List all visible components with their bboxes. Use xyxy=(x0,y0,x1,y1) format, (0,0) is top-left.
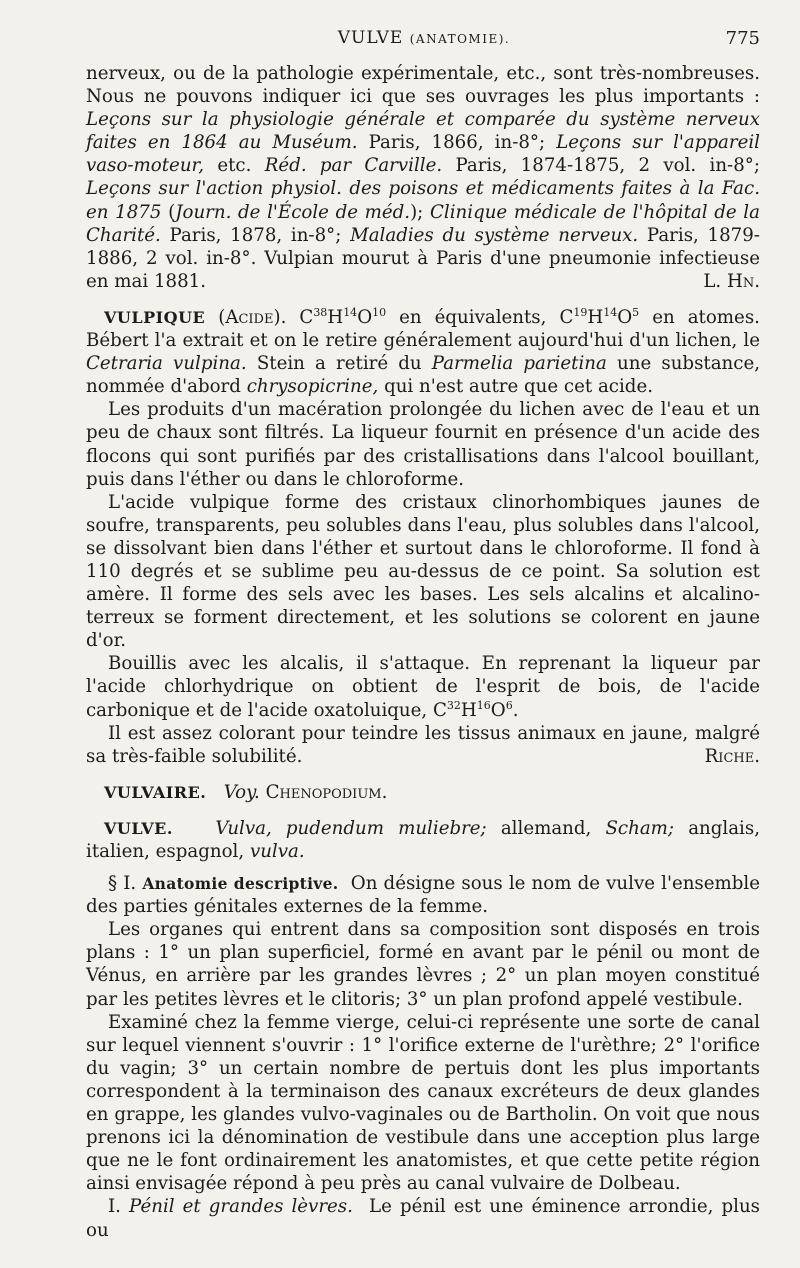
latin-term: Vulva, pudendum muliebre; xyxy=(215,817,487,839)
text-run: allemand, xyxy=(500,817,592,839)
species-name: Cetraria vulpina. xyxy=(86,353,247,375)
text-run: Il est assez colorant pour teindre les tissus animaux en jaune, malgré sa très-faible solubilité. xyxy=(86,722,760,767)
text-run: Voy. xyxy=(223,781,260,803)
section-title: Anatomie descriptive. xyxy=(142,874,339,894)
body-text xyxy=(86,62,760,1242)
text-run: ( xyxy=(168,201,176,223)
term: vulva. xyxy=(249,841,305,862)
page-header xyxy=(88,28,760,58)
formula-equiv: $C^{38}H^{14}O^{10}$ xyxy=(299,305,387,328)
vulpique-entry xyxy=(86,306,760,398)
work-title: Maladies du système nerveux. xyxy=(350,224,639,246)
text-run: qui n'est autre que cet acide. xyxy=(384,376,653,398)
subsection-number: I. xyxy=(108,1196,121,1218)
section-paragraph xyxy=(86,872,760,918)
running-title-main: VULVE xyxy=(337,28,404,48)
author-signature: L. Hn. xyxy=(703,270,760,292)
text-run: en équivalents, xyxy=(399,306,547,328)
paragraph xyxy=(86,722,760,768)
text-run: etc. xyxy=(217,155,252,177)
work-title: Leçons sur l'appareil vaso-moteur, xyxy=(86,132,760,177)
subsection-title: Pénil et grandes lèvres. xyxy=(129,1196,353,1218)
vulvaire-entry xyxy=(86,781,760,804)
vulve-entry xyxy=(86,817,760,863)
text-run: Le pénil est une éminence arrondie, plus ou xyxy=(86,1196,760,1241)
text-run: une substance, nommée d'abord xyxy=(86,353,761,398)
text-run: nerveux, ou de la pathologie expérimentale, etc., sont très-nombreuses. Nous ne pouvons indiquer ici que ses ouvrages les plus importants : xyxy=(86,63,760,108)
text-run: ); xyxy=(410,201,424,223)
paragraph: Les organes qui entrent dans sa composition sont disposés en trois plans : 1° un plan superficiel, formé en avant par le pénil ou mont de Vénus, en arrière par les grandes lèvres ; 2° un plan moyen constitué par les petites lèvres et le clitoris; 3° un plan profond appelé vestibule. xyxy=(86,919,760,1010)
cross-reference: Chenopodium. xyxy=(265,781,388,803)
page-number: 775 xyxy=(725,28,760,49)
text-run: anglais, italien, espagnol, xyxy=(86,817,760,862)
paragraph: L'acide vulpique forme des cristaux clinorhombiques jaunes de soufre, transparents, peu solubles dans l'eau, plus solubles dans l'alcool, se dissolvant bien dans l'éther et surtout dans le chloroforme. Il fond à 110 degrés et se sublime peu au-dessus de ce point. Sa solution est amère. Il forme des sels avec les bases. Les sels alcalins et alcalino-terreux se forment directement, et les solutions se colorent en jaune d'or. xyxy=(86,491,760,652)
paragraph: Les produits d'un macération prolongée du lichen avec de l'eau et un peu de chaux sont filtrés. La liqueur fournit en présence d'un acide des flocons qui sont purifiés par des cristallisations dans l'alcool bouillant, puis dans l'éther ou dans le chloroforme. xyxy=(86,399,760,490)
entry-heading: VULPIQUE xyxy=(104,307,206,327)
paragraph xyxy=(86,1195,760,1241)
species-name: Parmelia parietina xyxy=(431,353,607,375)
formula-oxatoluique: $C^{32}H^{16}O^6$. xyxy=(433,698,519,721)
text-run: Paris, 1878, in-8°; xyxy=(169,224,342,246)
text-run: Paris, 1874-1875, 2 vol. in-8°; xyxy=(455,155,760,177)
text-run: On désigne sous le nom de vulve l'ensemble des parties génitales externes de la femme. xyxy=(86,873,760,918)
work-title: Leçons sur l'action physiol. des poisons et médicaments faites à la Fac. en 1875 xyxy=(86,178,760,223)
text-run: Stein a retiré du xyxy=(256,353,422,375)
text-run: Paris, 1879-1886, 2 vol. in-8°. Vulpian mourut à Paris d'une pneumonie infectieuse en mai 1881. xyxy=(86,224,760,292)
work-title: Leçons sur la physiologie générale et comparée du système nerveux faites en 1864 au Muséum. xyxy=(86,109,760,154)
work-title: Clinique médicale de l'hôpital de la Charité. xyxy=(86,201,760,246)
formula-atoms: $C^{19}H^{14}O^5$ xyxy=(559,305,640,328)
german-term: Scham; xyxy=(605,817,675,839)
section-number: § I. xyxy=(108,873,137,895)
paragraph: Examiné chez la femme vierge, celui-ci représente une sorte de canal sur lequel viennent s'ouvrir : 1° l'orifice externe de l'urèthre; 2° l'orifice du vagin; 3° un certain nombre de pertuis dont les plus importants correspondent à la terminaison des canaux excréteurs de deux glandes en grappe, les glandes vulvo-vaginales ou de Bartholin. On voit que nous prenons ici la dénomination de vestibule dans une acception plus large que ne le font ordinairement les anatomistes, et que cette petite région ainsi envisagée répond à peu près au canal vulvaire de Dolbeau. xyxy=(86,1011,760,1195)
paragraph xyxy=(86,652,760,721)
vulpian-paragraph xyxy=(86,62,760,293)
text-run: Paris, 1866, in-8°; xyxy=(368,132,546,154)
author-signature: Riche. xyxy=(704,745,760,767)
running-title xyxy=(88,28,760,48)
running-title-paren: (ANATOMIE). xyxy=(409,32,511,46)
text-run: en atomes. Bébert l'a extrait et on le retire généralement aujourd'hui d'un lichen, le xyxy=(86,306,760,352)
work-title: Réd. par Carville. xyxy=(264,155,443,177)
text-run: (Acide). xyxy=(218,306,287,328)
work-title: Journ. de l'École de méd. xyxy=(175,201,411,223)
text-run: Bouillis avec les alcalis, il s'attaque. En reprenant la liqueur par l'acide chlorhydrique on obtient de l'esprit de bois, de l'acide carbonique et de l'acide oxatoluique, xyxy=(86,653,760,721)
entry-heading: VULVAIRE. xyxy=(104,782,207,802)
entry-heading: VULVE. xyxy=(104,818,173,838)
substance-name: chrysopicrine, xyxy=(246,376,379,398)
